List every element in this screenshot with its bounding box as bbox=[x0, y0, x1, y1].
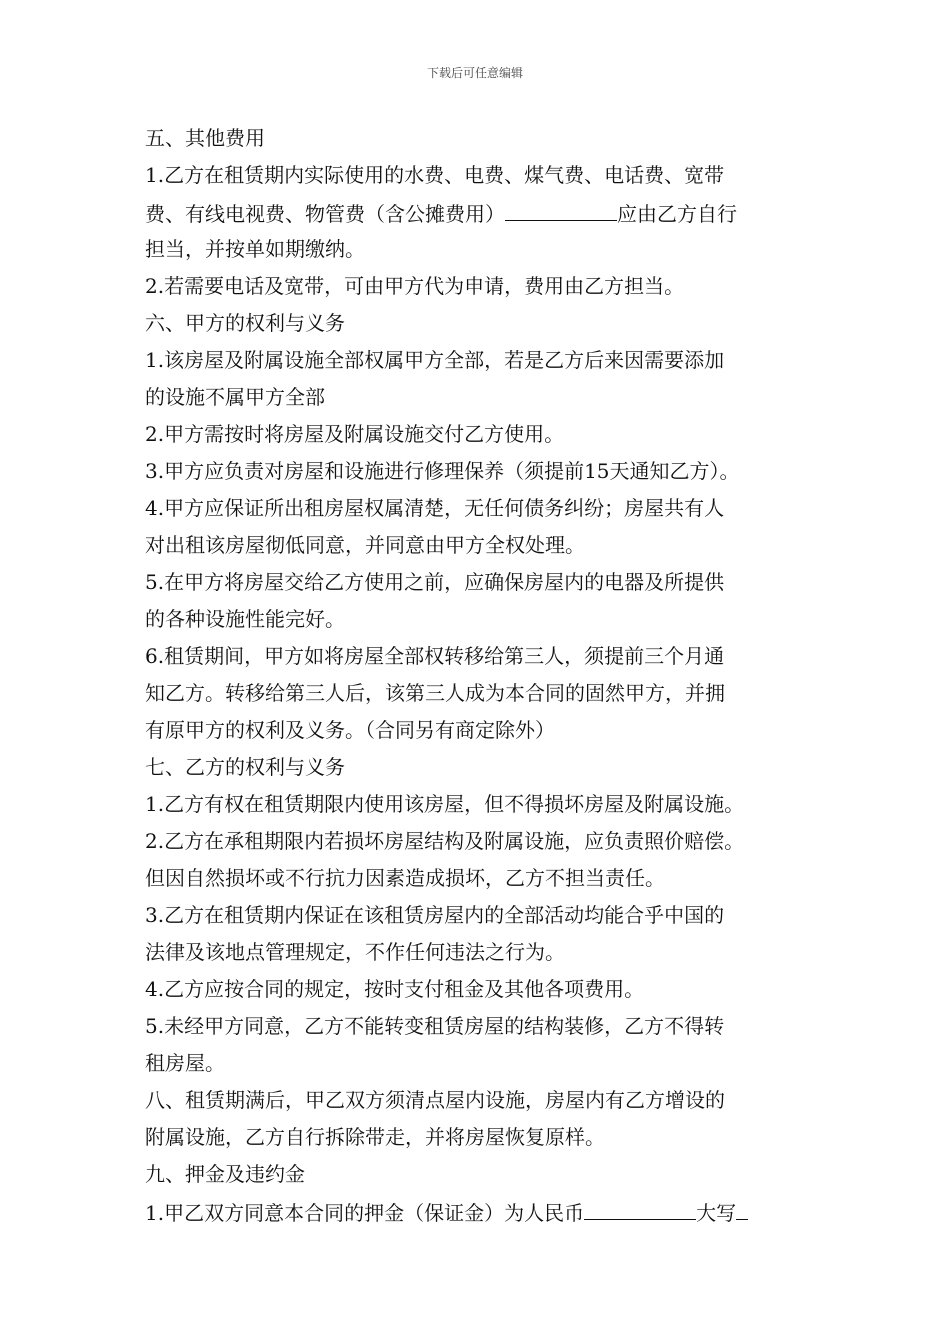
paragraph-line: 2.乙方在承租期限内若损坏房屋结构及附属设施，应负责照价赔偿。 bbox=[145, 829, 745, 853]
paragraph-line: 附属设施，乙方自行拆除带走，并将房屋恢复原样。 bbox=[145, 1125, 605, 1149]
paragraph-line: 5.在甲方将房屋交给乙方使用之前，应确保房屋内的电器及所提供 bbox=[145, 570, 725, 594]
paragraph-line: 2.甲方需按时将房屋及附属设施交付乙方使用。 bbox=[145, 422, 565, 446]
contract-body bbox=[145, 120, 817, 1230]
paragraph-line: 租房屋。 bbox=[145, 1051, 225, 1075]
paragraph-line: 的设施不属甲方全部 bbox=[145, 385, 325, 409]
page-header: 下载后可任意编辑 bbox=[426, 66, 523, 80]
paragraph-line: 对出租该房屋彻低同意，并同意由甲方全权处理。 bbox=[145, 533, 585, 557]
section-6-heading: 六、甲方的权利与义务 bbox=[145, 311, 345, 335]
text-segment: 1.甲乙双方同意本合同的押金（保证金）为人民币 bbox=[145, 1201, 585, 1225]
fill-in-blank bbox=[505, 194, 617, 221]
fill-in-blank bbox=[736, 1193, 748, 1220]
section-9-heading: 九、押金及违约金 bbox=[145, 1162, 305, 1186]
paragraph-line: 1.该房屋及附属设施全部权属甲方全部，若是乙方后来因需要添加 bbox=[145, 348, 725, 372]
paragraph-line bbox=[145, 194, 817, 231]
section-7-heading: 七、乙方的权利与义务 bbox=[145, 755, 345, 779]
paragraph-line: 5.未经甲方同意，乙方不能转变租赁房屋的结构装修，乙方不得转 bbox=[145, 1014, 725, 1038]
paragraph-line: 3.甲方应负责对房屋和设施进行修理保养（须提前15天通知乙方）。 bbox=[145, 459, 740, 483]
paragraph-line: 4.乙方应按合同的规定，按时支付租金及其他各项费用。 bbox=[145, 977, 645, 1001]
paragraph-line: 4.甲方应保证所出租房屋权属清楚，无任何债务纠纷；房屋共有人 bbox=[145, 496, 725, 520]
paragraph-line: 3.乙方在租赁期内保证在该租赁房屋内的全部活动均能合乎中国的 bbox=[145, 903, 725, 927]
paragraph-line bbox=[145, 1193, 817, 1230]
text-segment: 大写 bbox=[696, 1201, 737, 1225]
section-8-heading: 八、租赁期满后，甲乙双方须清点屋内设施，房屋内有乙方增设的 bbox=[145, 1088, 725, 1112]
text-segment: 应由乙方自行 bbox=[617, 202, 737, 226]
paragraph-line: 知乙方。转移给第三人后，该第三人成为本合同的固然甲方，并拥 bbox=[145, 681, 725, 705]
paragraph-line: 担当，并按单如期缴纳。 bbox=[145, 237, 365, 261]
paragraph-line: 法律及该地点管理规定，不作任何违法之行为。 bbox=[145, 940, 565, 964]
paragraph-line: 1.乙方在租赁期内实际使用的水费、电费、煤气费、电话费、宽带 bbox=[145, 163, 725, 187]
paragraph-line: 1.乙方有权在租赁期限内使用该房屋，但不得损坏房屋及附属设施。 bbox=[145, 792, 745, 816]
paragraph-line: 有原甲方的权利及义务。（合同另有商定除外） bbox=[145, 718, 555, 742]
fill-in-blank bbox=[584, 1193, 696, 1220]
text-segment: 费、有线电视费、物管费（含公摊费用） bbox=[145, 202, 505, 226]
paragraph-line: 2.若需要电话及宽带，可由甲方代为申请，费用由乙方担当。 bbox=[145, 274, 685, 298]
paragraph-line: 6.租赁期间，甲方如将房屋全部权转移给第三人，须提前三个月通 bbox=[145, 644, 725, 668]
paragraph-line: 的各种设施性能完好。 bbox=[145, 607, 345, 631]
paragraph-line: 但因自然损坏或不行抗力因素造成损坏，乙方不担当责任。 bbox=[145, 866, 665, 890]
section-5-heading: 五、其他费用 bbox=[145, 126, 265, 150]
